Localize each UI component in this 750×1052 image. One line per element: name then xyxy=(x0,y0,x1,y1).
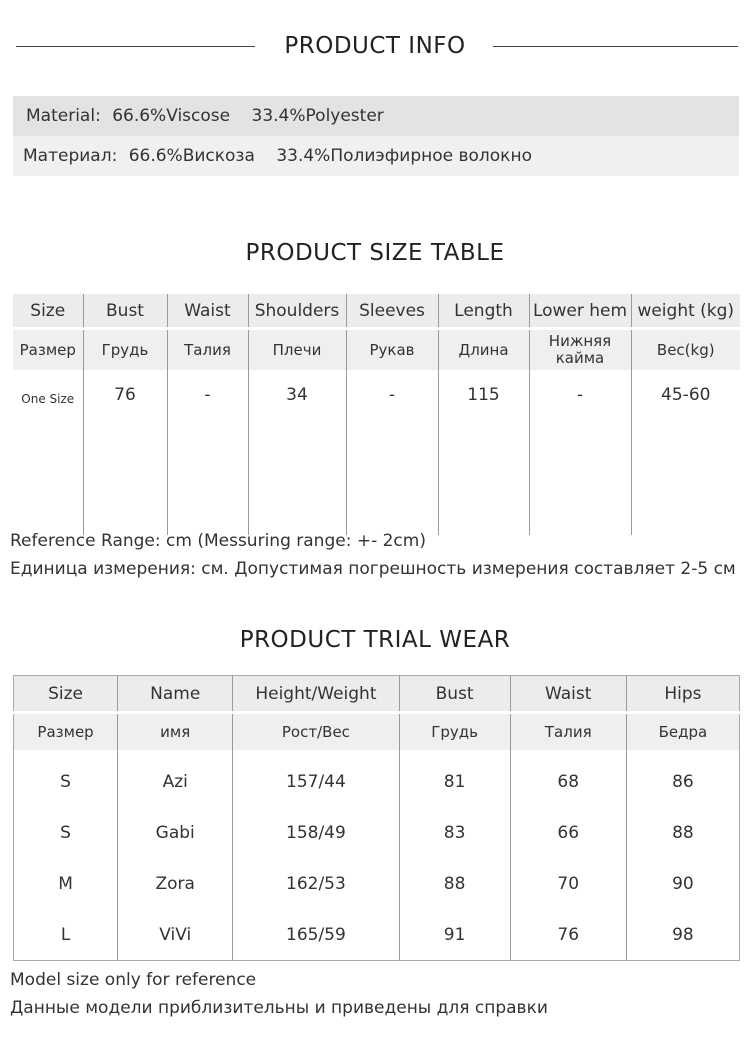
trial-cell-bust: 91 xyxy=(399,909,510,961)
trial-cell-height-weight: 158/49 xyxy=(233,807,399,858)
size-value-weight: 45-60 xyxy=(631,370,740,535)
trial-cell-size: L xyxy=(60,924,71,945)
trial-cell-hips: 90 xyxy=(626,858,739,909)
size-header-ru-sleeves: Рукав xyxy=(346,329,438,371)
size-header-waist: Waist xyxy=(167,294,248,329)
size-header-ru-weight: Вес(kg) xyxy=(631,329,740,371)
trial-header-waist: Waist xyxy=(510,676,626,713)
trial-cell-bust: 88 xyxy=(399,858,510,909)
trial-header-ru-name: имя xyxy=(118,713,233,751)
trial-cell-height-weight: 165/59 xyxy=(233,909,399,961)
size-value-bust: 76 xyxy=(83,370,167,535)
material-part2-en: 33.4%Polyester xyxy=(251,106,384,126)
size-header-ru-bust: Грудь xyxy=(83,329,167,371)
trial-cell-name: Azi xyxy=(118,750,233,807)
trial-header-ru-size: Размер xyxy=(14,713,118,751)
table-row xyxy=(14,858,740,909)
size-value-shoulders: 34 xyxy=(248,370,346,535)
trial-header-size: Size xyxy=(14,676,118,713)
trial-table-subheader-row xyxy=(14,713,740,751)
trial-table-header-row xyxy=(14,676,740,713)
material-part2-ru: 33.4%Полиэфирное волокно xyxy=(276,146,532,166)
size-note-en: Reference Range: cm (Messuring range: +- 2cm) xyxy=(10,531,426,551)
trial-cell-hips: 98 xyxy=(626,909,739,961)
trial-cell-bust: 81 xyxy=(399,750,510,807)
size-value-length: 115 xyxy=(438,370,529,535)
trial-cell-waist: 76 xyxy=(510,909,626,961)
material-label-ru: Материал: xyxy=(23,146,118,166)
trial-cell-waist: 68 xyxy=(510,750,626,807)
trial-header-bust: Bust xyxy=(399,676,510,713)
trial-header-name: Name xyxy=(118,676,233,713)
trial-wear-title: PRODUCT TRIAL WEAR xyxy=(239,627,511,653)
trial-header-hips: Hips xyxy=(626,676,739,713)
size-header-ru-shoulders: Плечи xyxy=(248,329,346,371)
material-row-en xyxy=(13,96,739,136)
trial-header-ru-bust: Грудь xyxy=(399,713,510,751)
size-header-shoulders: Shoulders xyxy=(248,294,346,329)
material-part1-en: 66.6%Viscose xyxy=(112,106,231,126)
size-value-sleeves: - xyxy=(346,370,438,535)
material-row-ru xyxy=(13,136,739,176)
size-header-ru-lower-hem-text: Нижняя кайма xyxy=(548,332,612,367)
trial-cell-bust: 83 xyxy=(399,807,510,858)
trial-note-en: Model size only for reference xyxy=(10,970,257,990)
trial-cell-height-weight: 162/53 xyxy=(233,858,399,909)
material-label-en: Material: xyxy=(26,106,101,126)
trial-wear-table xyxy=(13,675,740,961)
trial-cell-name: Zora xyxy=(118,858,233,909)
size-table xyxy=(13,294,740,535)
trial-cell-waist: 66 xyxy=(510,807,626,858)
size-table-title: PRODUCT SIZE TABLE xyxy=(245,240,505,266)
size-header-ru-lower-hem xyxy=(529,329,631,371)
size-table-header-row xyxy=(13,294,740,329)
size-value-waist: - xyxy=(167,370,248,535)
size-value-lower-hem: - xyxy=(529,370,631,535)
trial-header-ru-waist: Талия xyxy=(510,713,626,751)
trial-cell-name: ViVi xyxy=(118,909,233,961)
size-header-ru-length: Длина xyxy=(438,329,529,371)
trial-note-ru: Данные модели приблизительны и приведены для справки xyxy=(10,998,548,1018)
trial-header-ru-hips: Бедра xyxy=(626,713,739,751)
material-part1-ru: 66.6%Вискоза xyxy=(128,146,255,166)
size-table-subheader-row xyxy=(13,329,740,371)
trial-header-ru-height-weight: Рост/Вес xyxy=(233,713,399,751)
trial-cell-waist: 70 xyxy=(510,858,626,909)
size-header-lower-hem: Lower hem xyxy=(529,294,631,329)
table-row xyxy=(14,750,740,807)
size-value-size: One Size xyxy=(21,392,75,406)
trial-cell-hips: 86 xyxy=(626,750,739,807)
size-header-length: Length xyxy=(438,294,529,329)
trial-cell-size: S xyxy=(60,771,71,792)
size-note-ru: Единица измерения: см. Допустимая погрешность измерения составляет 2-5 см xyxy=(10,559,736,579)
trial-cell-name: Gabi xyxy=(118,807,233,858)
trial-header-height-weight: Height/Weight xyxy=(233,676,399,713)
table-row xyxy=(14,909,740,961)
table-row xyxy=(14,807,740,858)
size-header-sleeves: Sleeves xyxy=(346,294,438,329)
product-info-title: PRODUCT INFO xyxy=(284,33,466,59)
trial-cell-hips: 88 xyxy=(626,807,739,858)
trial-cell-height-weight: 157/44 xyxy=(233,750,399,807)
trial-cell-size: S xyxy=(60,822,71,843)
size-header-bust: Bust xyxy=(83,294,167,329)
size-header-ru-size: Размер xyxy=(13,329,83,371)
size-header-ru-waist: Талия xyxy=(167,329,248,371)
size-table-value-row xyxy=(13,370,740,535)
size-header-size: Size xyxy=(13,294,83,329)
size-header-weight: weight (kg) xyxy=(631,294,740,329)
trial-cell-size: M xyxy=(58,873,73,894)
